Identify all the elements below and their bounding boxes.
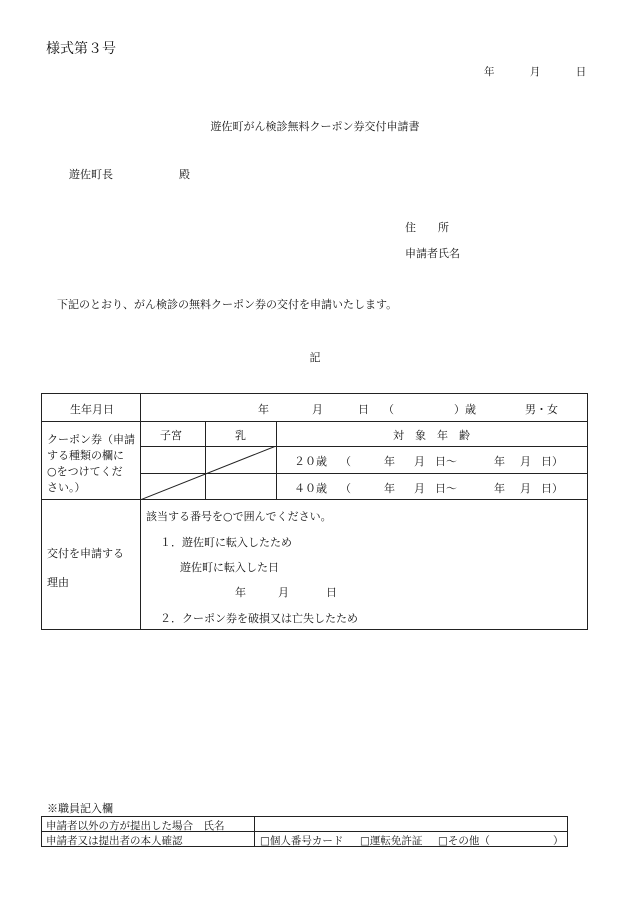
ki-heading: 記 [309, 351, 321, 364]
option-other: □その他（ [438, 835, 490, 847]
reason-option-2: ２．クーポン券を破損又は亡失したため [160, 612, 358, 625]
age-suffix: ）歳 [454, 403, 476, 416]
option-other-close: ） [553, 835, 564, 847]
document-title: 遊佐町がん検診無料クーポン券交付申請書 [210, 120, 420, 133]
age-open-paren: （ [383, 403, 394, 416]
gender-field: 男・女 [525, 403, 558, 416]
option-mynumber-card: □個人番号カード [260, 835, 344, 847]
range-month: 月 [520, 482, 531, 495]
option-drivers-license: □運転免許証 [360, 835, 423, 847]
date-year-label: 年 [484, 66, 495, 78]
range-month: 月 [414, 455, 425, 468]
addressee [69, 166, 190, 182]
address-label: 住 所 [405, 221, 449, 234]
reason-month-label: 月 [278, 586, 289, 599]
reason-day-label: 日 [326, 586, 337, 599]
birth-month-label: 月 [312, 403, 323, 416]
range-year: 年 [384, 455, 395, 468]
range-open: （ [340, 482, 351, 495]
reason-year-label: 年 [235, 586, 246, 599]
range-day: 日〜 [435, 482, 457, 495]
coupon-label-line: する種類の欄に [47, 449, 124, 462]
range-open: （ [340, 455, 351, 468]
range-year: 年 [494, 455, 505, 468]
col-uterine: 子宮 [160, 429, 182, 442]
range-day: 日） [541, 455, 563, 468]
diagonal-strike [140, 446, 277, 500]
form-number: 様式第３号 [46, 41, 116, 57]
range-month: 月 [414, 482, 425, 495]
application-table [41, 393, 588, 630]
birth-day-label: 日 [358, 403, 369, 416]
mayor-label: 遊佐町長 [69, 168, 113, 181]
coupon-label-line: クーポン券（申請 [47, 433, 135, 446]
col-target-age: 対 象 年 齢 [393, 429, 470, 442]
col-breast: 乳 [235, 429, 246, 442]
intro-text: 下記のとおり、がん検診の無料クーポン券の交付を申請いたします。 [57, 298, 398, 311]
column-divider [254, 817, 255, 846]
staff-table [41, 816, 568, 847]
reason-option-1-sub: 遊佐町に転入した日 [180, 561, 279, 574]
birth-date-label: 生年月日 [70, 403, 114, 416]
range-day: 日〜 [435, 455, 457, 468]
coupon-label-line: さい。） [47, 481, 86, 494]
staff-row-identity-label: 申請者又は提出者の本人確認 [46, 835, 183, 847]
reason-label: 交付を申請する [47, 547, 124, 560]
age-20-label: ２０歳 [294, 455, 327, 468]
staff-section-title: ※職員記入欄 [47, 802, 113, 815]
coupon-label-line: ○をつけてくだ [47, 465, 123, 478]
reason-label-2: 理由 [47, 576, 69, 589]
coupon-label [47, 432, 135, 496]
range-year: 年 [384, 482, 395, 495]
birth-year-label: 年 [258, 403, 269, 416]
range-year: 年 [494, 482, 505, 495]
row-divider [42, 499, 587, 500]
honorific: 殿 [179, 168, 190, 181]
date-month-label: 月 [529, 66, 541, 78]
range-day: 日） [541, 482, 563, 495]
reason-instruction: 該当する番号を○で囲んでください。 [146, 510, 332, 523]
submission-date [484, 64, 586, 79]
reason-option-1: １．遊佐町に転入したため [160, 536, 292, 549]
range-month: 月 [520, 455, 531, 468]
applicant-name-label: 申請者氏名 [405, 247, 460, 260]
age-40-label: ４０歳 [294, 482, 327, 495]
date-day-label: 日 [575, 66, 587, 78]
column-divider [140, 394, 141, 629]
row-divider [42, 421, 587, 422]
staff-row-proxy-name-label: 申請者以外の方が提出した場合 氏名 [46, 820, 225, 832]
